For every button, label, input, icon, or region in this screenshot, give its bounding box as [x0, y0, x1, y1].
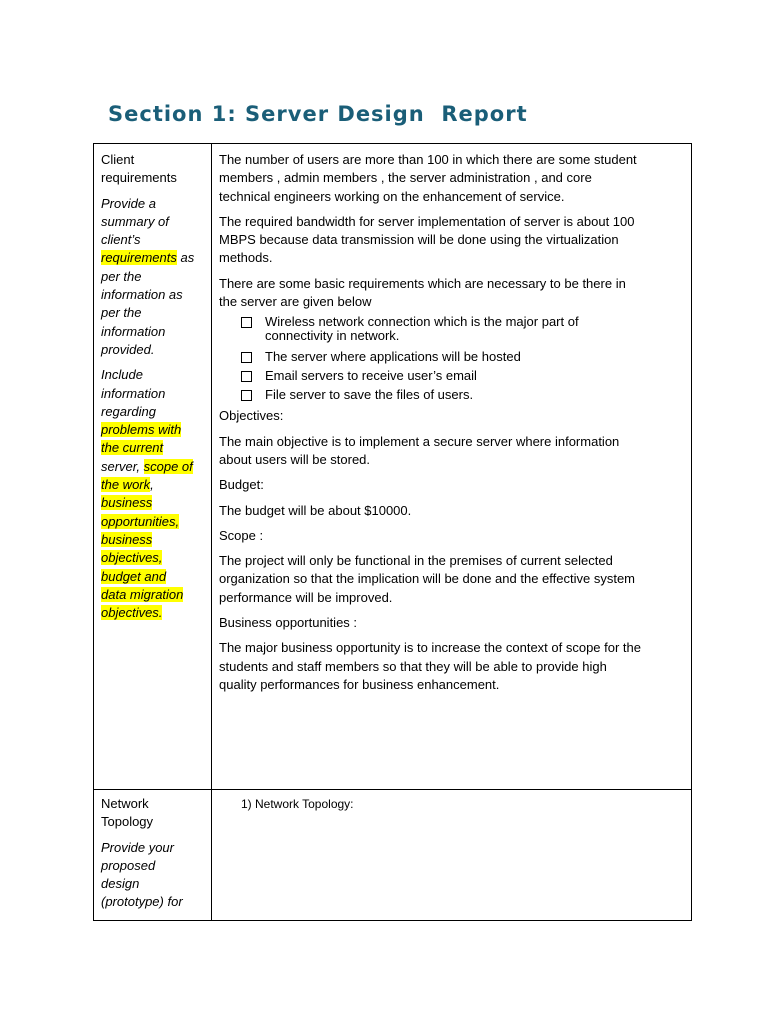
- highlight-requirements: requirements: [101, 250, 177, 266]
- requirements-table: [93, 143, 692, 921]
- page-title: Section 1: Server Design Report: [108, 102, 528, 126]
- budget-label: Budget:: [219, 477, 264, 493]
- users-paragraph: The number of users are more than 100 in which there are some student members , admin members , the server administration , and core technical engineers working on the enhancement of service.: [219, 152, 637, 204]
- network-topology-label-cell: [101, 795, 205, 912]
- checkbox-icon: [241, 371, 252, 382]
- checklist-item: The server where applications will be hosted: [241, 350, 685, 364]
- checkbox-icon: [241, 352, 252, 363]
- scope-label: Scope :: [219, 527, 264, 543]
- network-topology-content-cell: [219, 796, 685, 812]
- bandwidth-paragraph: The required bandwidth for server implementation of server is about 100 MBPS because data transmission will be done using the virtualization methods.: [219, 213, 635, 266]
- basic-requirements-paragraph: There are some basic requirements which are necessary to be there in the server are given below: [219, 275, 626, 310]
- checkbox-icon: [241, 317, 252, 328]
- include-information-instructions: Include information regarding problems with the current server, scope of the work, business opportunities, business objectives, budget and data migration objectives.: [101, 367, 193, 621]
- checkbox-icon: [241, 390, 252, 401]
- business-opportunities-label: Business opportunities :: [219, 615, 358, 631]
- objectives-text: The main objective is to implement a secure server where information about users will be stored.: [219, 433, 620, 467]
- scope-text: The project will only be functional in the premises of current selected organization so that the implication will be done and the effective system performance will be improved.: [219, 553, 635, 605]
- network-topology-item: 1) Network Topology:: [241, 797, 354, 811]
- row-divider: [94, 789, 691, 790]
- requirements-checklist: [219, 315, 685, 402]
- client-requirements-content-cell: [219, 151, 685, 694]
- checklist-item: File server to save the files of users.: [241, 388, 685, 402]
- checklist-item: Wireless network connection which is the major part of connectivity in network.: [241, 315, 685, 343]
- client-requirements-instructions: Provide a summary of client’s requirements as per the information as per the information provided.: [101, 195, 195, 357]
- checklist-item: Email servers to receive user’s email: [241, 369, 685, 383]
- client-requirements-heading: Client requirements: [101, 152, 177, 186]
- client-requirements-label-cell: [101, 151, 205, 622]
- budget-text: The budget will be about $10000.: [219, 502, 412, 518]
- business-opportunities-text: The major business opportunity is to increase the context of scope for the students and staff members so that they will be able to provide high quality performances for business enhancement.: [219, 640, 642, 692]
- column-divider: [211, 144, 212, 920]
- network-topology-instructions: Provide your proposed design (prototype) for: [101, 839, 183, 910]
- objectives-label: Objectives:: [219, 408, 284, 424]
- network-topology-heading: Network Topology: [101, 796, 154, 830]
